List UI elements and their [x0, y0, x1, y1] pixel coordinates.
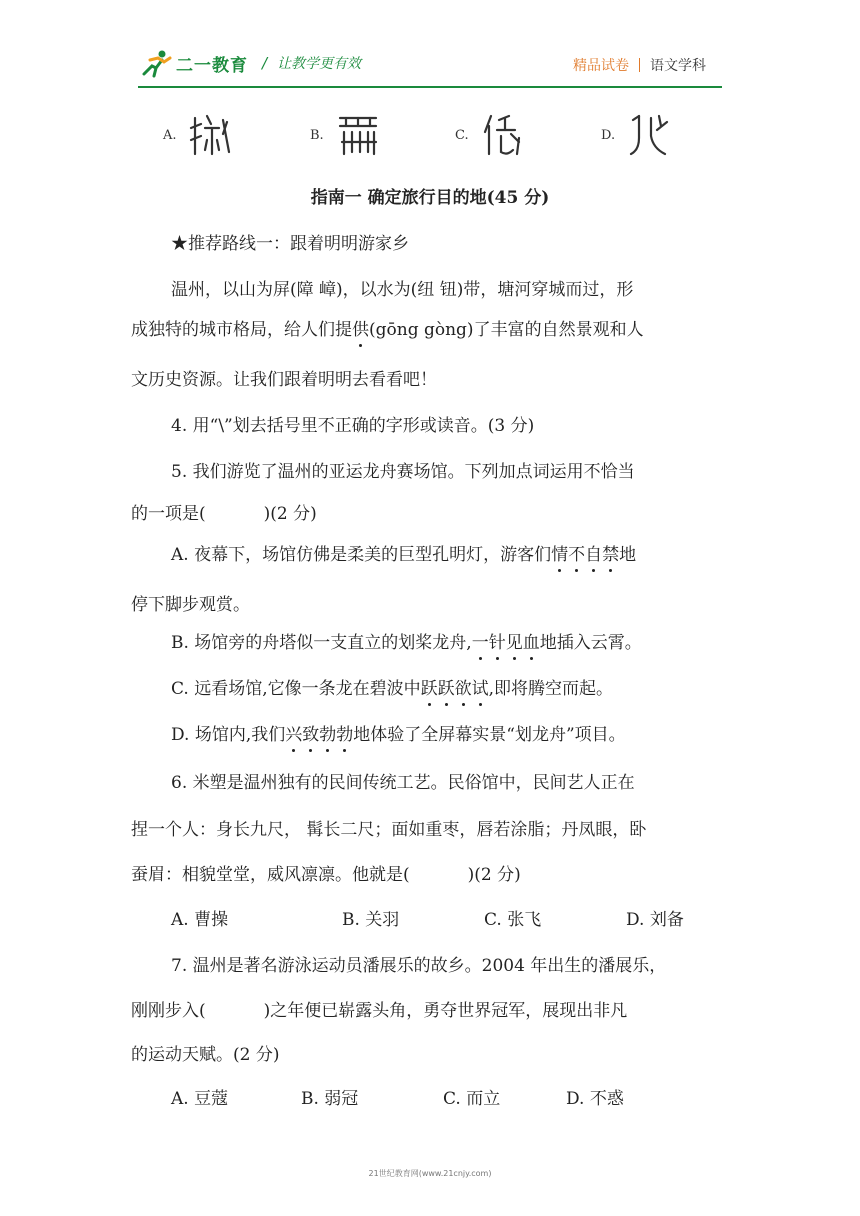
seal-option-letter: D.	[601, 127, 616, 143]
header-separator	[639, 58, 640, 72]
option-text: 地	[619, 545, 637, 565]
brand-name: 二一教育	[176, 55, 248, 76]
seal-script-glyph-icon	[336, 112, 380, 158]
seal-option-c	[455, 112, 525, 158]
dotted-char: 跃	[438, 674, 455, 699]
seal-option-letter: B.	[310, 127, 324, 143]
seal-option-d	[601, 112, 671, 158]
dotted-char: 致	[302, 720, 319, 745]
question-6-option-c[interactable]: C. 张飞	[484, 910, 542, 930]
passage-line-1: 温州，以山为屏(障 嶂)，以水为(纽 钮)带，塘河穿城而过，形	[171, 280, 634, 300]
question-7-option-b[interactable]: B. 弱冠	[301, 1089, 359, 1109]
question-7-option-c[interactable]: C. 而立	[443, 1089, 501, 1109]
question-6-option-b[interactable]: B. 关羽	[342, 910, 400, 930]
question-7-option-d[interactable]: D. 不惑	[566, 1089, 624, 1109]
header-rule	[138, 86, 722, 88]
dotted-char: 禁	[602, 540, 619, 565]
dotted-char: 兴	[285, 720, 302, 745]
seal-option-b	[310, 112, 380, 158]
stem-text: )(2 分)	[467, 865, 521, 885]
dotted-char: 一	[472, 628, 489, 653]
question-5-option-a-line-2: 停下脚步观赏。	[131, 595, 250, 615]
dotted-char: 情	[551, 540, 568, 565]
option-text: C. 远看场馆,它像一条龙在碧波中	[171, 679, 421, 699]
header-label-quality: 精品试卷	[573, 58, 629, 74]
option-text: B. 场馆旁的舟塔似一支直立的划桨龙舟,	[171, 633, 472, 653]
question-7-line-1: 7. 温州是著名游泳运动员潘展乐的故乡。2004 年出生的潘展乐，	[171, 956, 667, 976]
page-footer: 21世纪教育网(www.21cnjy.com)	[368, 1169, 492, 1178]
option-text: 地体验了全屏幕实景“划龙舟”项目。	[353, 725, 626, 745]
dotted-char: 勃	[319, 720, 336, 745]
header-labels	[573, 55, 706, 75]
dotted-char: 试	[472, 674, 489, 699]
header-label-subject: 语文学科	[650, 58, 706, 74]
seal-option-letter: A.	[163, 127, 177, 143]
runner-logo-icon	[140, 48, 174, 78]
question-6-line-3	[131, 860, 521, 885]
passage-line-2	[131, 315, 644, 340]
question-6-line-2: 捏一个人：身长九尺， 髯长二尺；面如重枣，唇若涂脂；丹凤眼，卧	[131, 820, 647, 840]
question-7-line-3: 的运动天赋。(2 分)	[131, 1045, 280, 1065]
question-6-option-d[interactable]: D. 刘备	[626, 910, 684, 930]
dotted-char: 欲	[455, 674, 472, 699]
option-text: 地插入云霄。	[539, 633, 642, 653]
dotted-char: 自	[585, 540, 602, 565]
question-5-option-a-line-1	[171, 540, 636, 565]
dotted-char: 勃	[336, 720, 353, 745]
seal-option-a	[163, 112, 233, 158]
stem-text: )(2 分)	[263, 504, 317, 524]
stem-text: 刚刚步入(	[131, 1001, 206, 1021]
seal-script-glyph-icon	[627, 112, 671, 158]
passage-line-3: 文历史资源。让我们跟着明明去看看吧！	[131, 370, 437, 390]
option-text: A. 夜幕下，场馆仿佛是柔美的巨型孔明灯，游客们	[171, 545, 552, 565]
dotted-char: 跃	[421, 674, 438, 699]
stem-text: 的一项是(	[131, 504, 206, 524]
question-5-stem-1: 5. 我们游览了温州的亚运龙舟赛场馆。下列加点词运用不恰当	[171, 462, 635, 482]
section-title: 指南一 确定旅行目的地(45 分)	[310, 188, 550, 208]
question-5-option-b	[171, 628, 642, 653]
dotted-char: 针	[489, 628, 506, 653]
option-text: D. 场馆内,我们	[171, 725, 286, 745]
stem-text: 蚕眉：相貌堂堂，威风凛凛。他就是(	[131, 865, 410, 885]
seal-options-row	[0, 112, 860, 162]
page-header	[0, 0, 860, 95]
question-5-stem-2	[131, 499, 317, 524]
question-6-line-1: 6. 米塑是温州独有的民间传统工艺。民俗馆中，民间艺人正在	[171, 773, 635, 793]
brand-divider: /	[262, 54, 268, 72]
question-6-option-a[interactable]: A. 曹操	[171, 910, 229, 930]
seal-script-glyph-icon	[481, 112, 525, 158]
passage-text: (gōng gòng)了丰富的自然景观和人	[369, 320, 644, 340]
question-7-option-a[interactable]: A. 豆蔻	[171, 1089, 229, 1109]
question-7-line-2	[131, 996, 627, 1021]
passage-text: 成独特的城市格局，给人们提	[131, 320, 352, 340]
stem-text: )之年便已崭露头角，勇夺世界冠军，展现出非凡	[263, 1001, 628, 1021]
question-5-option-d	[171, 720, 626, 745]
dotted-char: 供	[352, 315, 369, 340]
dotted-char: 血	[523, 628, 540, 653]
route-heading: ★推荐路线一：跟着明明游家乡	[171, 234, 409, 254]
brand-slogan: 让教学更有效	[277, 56, 362, 72]
question-4: 4. 用“\”划去括号里不正确的字形或读音。(3 分)	[171, 416, 535, 436]
dotted-char: 见	[506, 628, 523, 653]
dotted-char: 不	[568, 540, 585, 565]
brand-logo	[140, 48, 361, 78]
seal-option-letter: C.	[455, 127, 469, 143]
option-text: ,即将腾空而起。	[488, 679, 614, 699]
seal-script-glyph-icon	[189, 112, 233, 158]
question-5-option-c	[171, 674, 613, 699]
